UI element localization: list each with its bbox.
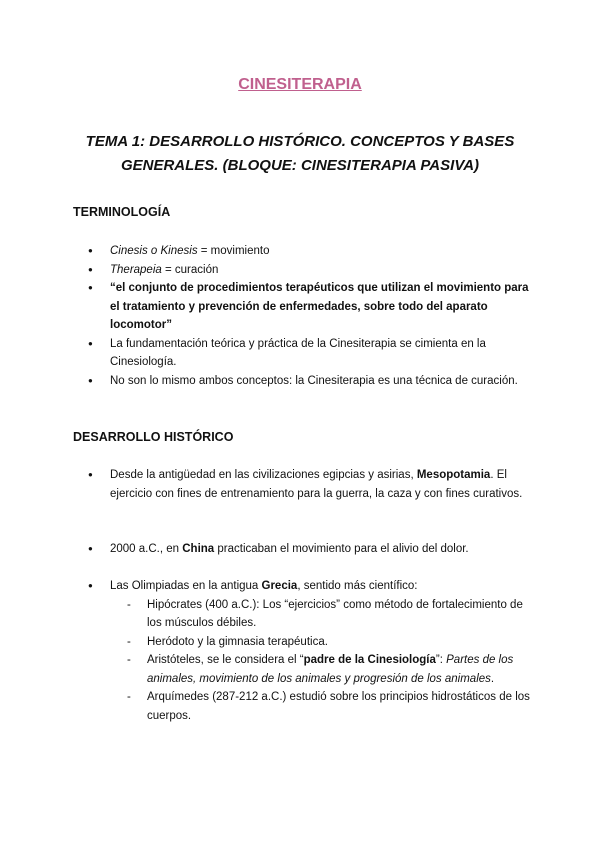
- terminologia-list: [0, 242, 530, 390]
- topic-heading: TEMA 1: DESARROLLO HISTÓRICO. CONCEPTOS Y BASES GENERALES. (BLOQUE: CINESITERAPIA PASIVA): [85, 133, 515, 174]
- list-item: ● Desde la antigüedad en las civilizaciones egipcias y asirias, Mesopotamia. El ejercicio con fines de entrenamiento para la guerra, la caza y con fines curativos.: [0, 466, 530, 503]
- term-italic: Cinesis o Kinesis: [110, 245, 198, 257]
- desarrollo-list-1: [0, 466, 530, 503]
- desarrollo-list-2: [0, 540, 530, 559]
- list-item: ● No son lo mismo ambos conceptos: la Cinesiterapia es una técnica de curación.: [0, 372, 530, 391]
- document-title: CINESITERAPIA: [238, 76, 362, 93]
- list-item: ● 2000 a.C., en China practicaban el movimiento para el alivio del dolor.: [0, 540, 530, 559]
- definition-item: ● “el conjunto de procedimientos terapéuticos que utilizan el movimiento para el tratamiento y prevención de enfermedades, sobre todo del aparato locomotor”: [0, 279, 530, 335]
- desarrollo-list-3: [0, 577, 530, 725]
- section-heading-desarrollo: DESARROLLO HISTÓRICO: [73, 430, 234, 444]
- sub-item-aristoteles: - Aristóteles, se le considera el “padre de la Cinesiología”: Partes de los animales, movimiento de los animales y progresión de los animales.: [110, 651, 530, 688]
- list-item: ● Therapeia = curación: [0, 261, 530, 280]
- list-item: ● Cinesis o Kinesis = movimiento: [0, 242, 530, 261]
- greek-sublist: [110, 596, 530, 726]
- list-item: ● Las Olimpiadas en la antigua Grecia, sentido más científico: - Hipócrates (400 a.C.): Los “ejercicios” como método de fortalecimiento de los músculos débiles. - Heródoto y la gimnasia terapéutica. - Aristóteles, se le considera el “padre de la Cinesiología”: Partes de los animales, movimiento de los animales y progresión de los animales. - Arquímedes (287-212 a.C.) estudió sobre los principios hidrostáticos de los cuerpos.: [0, 577, 530, 725]
- list-item: ● La fundamentación teórica y práctica de la Cinesiterapia se cimienta en la Cinesiología.: [0, 335, 530, 372]
- sub-item-herodoto: - Heródoto y la gimnasia terapéutica.: [110, 633, 530, 652]
- section-heading-terminologia: TERMINOLOGÍA: [73, 205, 171, 219]
- term-italic: Therapeia: [110, 263, 162, 276]
- sub-item-arquimedes: - Arquímedes (287-212 a.C.) estudió sobre los principios hidrostáticos de los cuerpos.: [110, 688, 530, 725]
- sub-item-hipocrates: - Hipócrates (400 a.C.): Los “ejercicios” como método de fortalecimiento de los músculos débiles.: [110, 596, 530, 633]
